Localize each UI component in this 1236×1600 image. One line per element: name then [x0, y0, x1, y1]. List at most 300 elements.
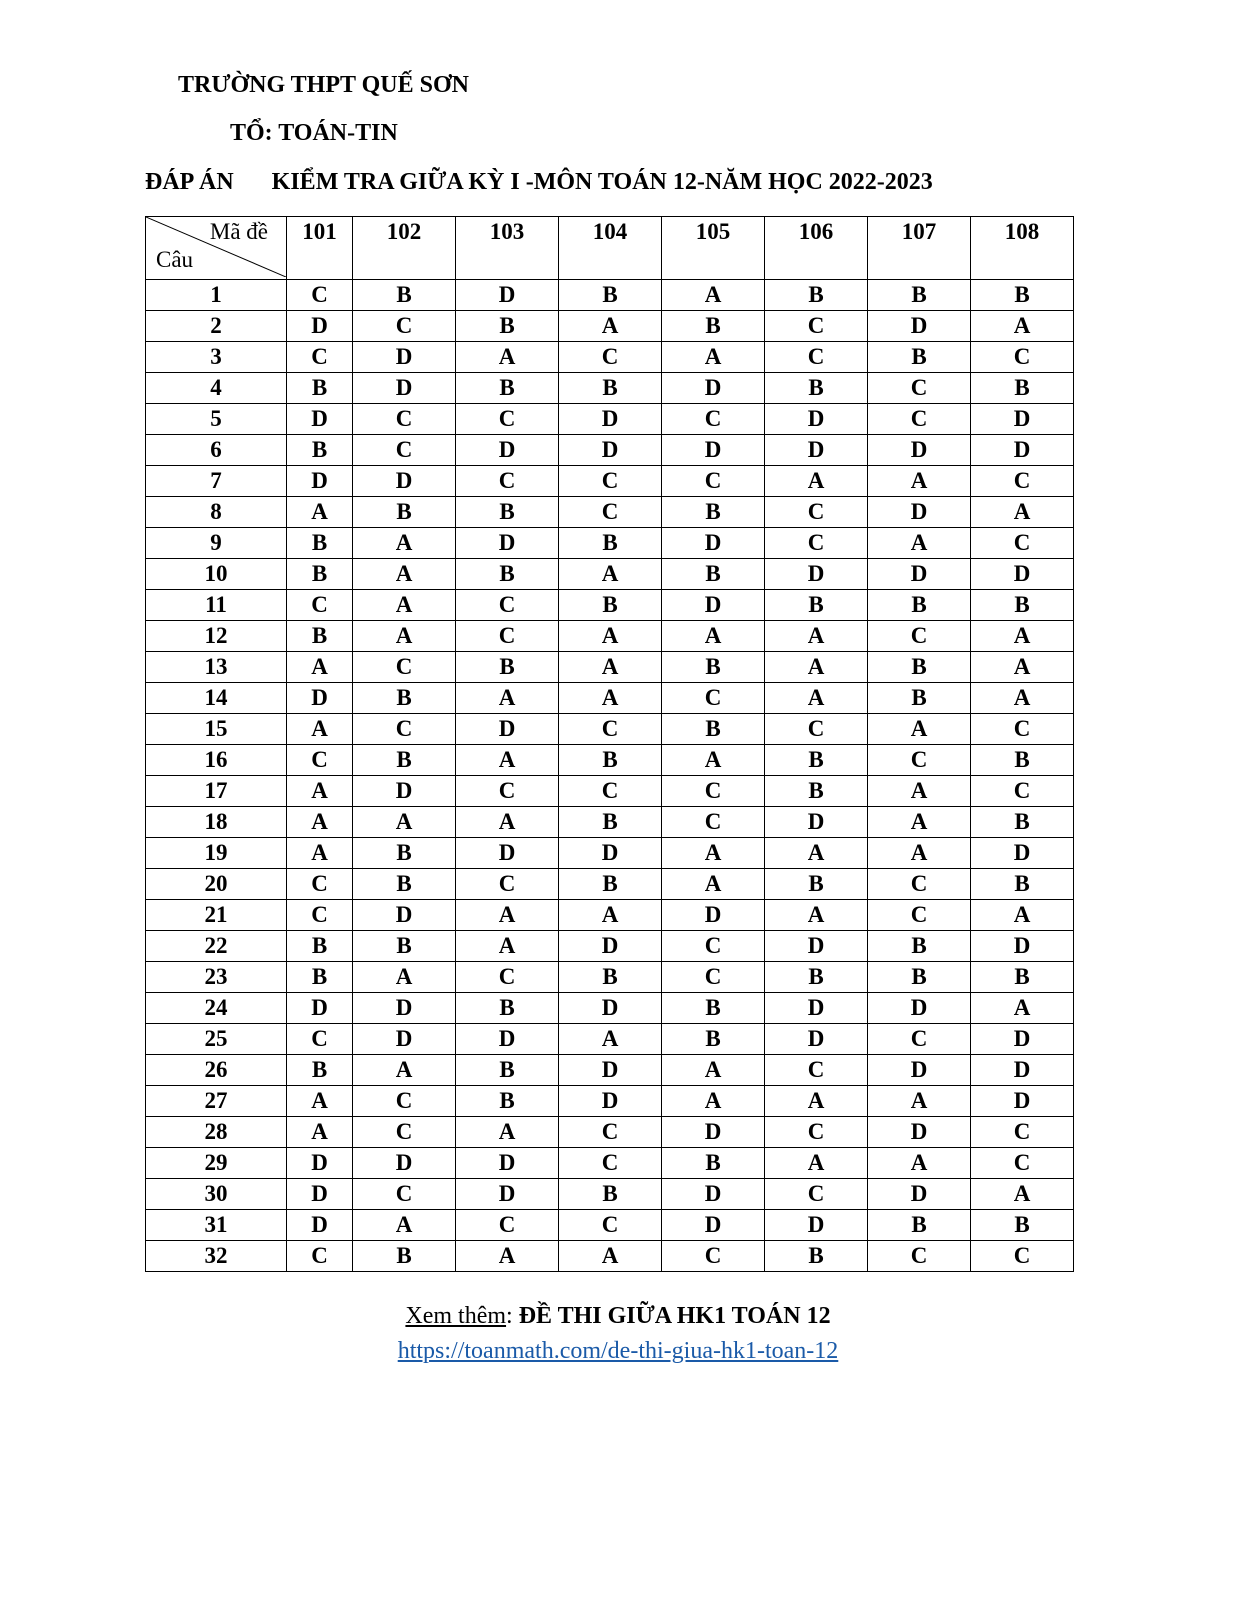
- answer-cell: A: [971, 497, 1074, 528]
- answer-cell: D: [559, 435, 662, 466]
- table-row: [146, 590, 1074, 621]
- answer-cell: D: [971, 1055, 1074, 1086]
- table-row: [146, 1179, 1074, 1210]
- answer-cell: D: [662, 900, 765, 931]
- table-row: [146, 621, 1074, 652]
- answer-cell: A: [353, 807, 456, 838]
- answer-cell: C: [662, 404, 765, 435]
- question-number-cell: 17: [146, 776, 287, 807]
- answer-cell: B: [456, 993, 559, 1024]
- answer-cell: B: [765, 1241, 868, 1272]
- answer-cell: A: [868, 1086, 971, 1117]
- answer-cell: C: [287, 1241, 353, 1272]
- answer-cell: D: [456, 1179, 559, 1210]
- answer-cell: C: [287, 900, 353, 931]
- answer-cell: C: [287, 280, 353, 311]
- answer-cell: A: [559, 311, 662, 342]
- question-number-cell: 5: [146, 404, 287, 435]
- answer-cell: A: [868, 714, 971, 745]
- answer-cell: B: [559, 745, 662, 776]
- answer-cell: B: [456, 497, 559, 528]
- answer-cell: A: [353, 1210, 456, 1241]
- answer-cell: C: [559, 342, 662, 373]
- answer-cell: A: [456, 900, 559, 931]
- answer-cell: C: [353, 404, 456, 435]
- toanmath-link[interactable]: https://toanmath.com/de-thi-giua-hk1-toan-12: [397, 1338, 839, 1364]
- answer-cell: C: [456, 776, 559, 807]
- answer-cell: D: [287, 1210, 353, 1241]
- table-row: [146, 497, 1074, 528]
- answer-cell: D: [456, 435, 559, 466]
- answer-cell: A: [287, 1086, 353, 1117]
- answer-cell: B: [559, 528, 662, 559]
- answer-cell: C: [765, 497, 868, 528]
- answer-cell: C: [868, 1241, 971, 1272]
- table-row: [146, 280, 1074, 311]
- answer-cell: B: [287, 435, 353, 466]
- answer-cell: B: [287, 528, 353, 559]
- answer-cell: C: [971, 714, 1074, 745]
- question-number-cell: 30: [146, 1179, 287, 1210]
- corner-header-cell: [146, 217, 287, 280]
- document-title: [145, 169, 933, 196]
- question-number-cell: 24: [146, 993, 287, 1024]
- exam-code-header: 103: [456, 217, 559, 280]
- answer-cell: D: [287, 466, 353, 497]
- answer-cell: A: [353, 528, 456, 559]
- table-row: [146, 838, 1074, 869]
- answer-cell: B: [662, 993, 765, 1024]
- answer-cell: D: [287, 683, 353, 714]
- answer-cell: A: [353, 1055, 456, 1086]
- answer-cell: B: [559, 807, 662, 838]
- answer-cell: D: [868, 559, 971, 590]
- answer-cell: D: [868, 435, 971, 466]
- answer-cell: A: [765, 683, 868, 714]
- question-number-cell: 16: [146, 745, 287, 776]
- answer-cell: C: [662, 466, 765, 497]
- exam-code-header: 107: [868, 217, 971, 280]
- answer-cell: D: [353, 342, 456, 373]
- answer-cell: D: [353, 776, 456, 807]
- answer-cell: B: [353, 683, 456, 714]
- question-number-cell: 20: [146, 869, 287, 900]
- answer-cell: B: [287, 621, 353, 652]
- answer-cell: D: [662, 373, 765, 404]
- question-number-cell: 4: [146, 373, 287, 404]
- answer-cell: D: [765, 1210, 868, 1241]
- exam-code-header: 104: [559, 217, 662, 280]
- answer-cell: D: [765, 404, 868, 435]
- table-row: [146, 1210, 1074, 1241]
- answer-cell: A: [765, 838, 868, 869]
- answer-cell: B: [971, 745, 1074, 776]
- answer-cell: A: [971, 900, 1074, 931]
- answer-cell: C: [765, 342, 868, 373]
- answer-cell: B: [765, 745, 868, 776]
- answer-cell: D: [868, 1179, 971, 1210]
- answer-cell: D: [353, 373, 456, 404]
- answer-cell: A: [559, 1024, 662, 1055]
- question-number-cell: 2: [146, 311, 287, 342]
- answer-cell: B: [353, 1241, 456, 1272]
- answer-cell: B: [868, 1210, 971, 1241]
- answer-cell: C: [868, 900, 971, 931]
- answer-cell: A: [971, 683, 1074, 714]
- answer-cell: B: [287, 373, 353, 404]
- answer-cell: C: [559, 776, 662, 807]
- answer-cell: D: [971, 404, 1074, 435]
- answer-cell: D: [765, 993, 868, 1024]
- answer-cell: B: [287, 931, 353, 962]
- answer-cell: B: [765, 373, 868, 404]
- answer-cell: B: [765, 869, 868, 900]
- question-number-cell: 6: [146, 435, 287, 466]
- table-row: [146, 1148, 1074, 1179]
- answer-cell: B: [456, 652, 559, 683]
- answer-cell: C: [353, 1117, 456, 1148]
- answer-cell: C: [456, 869, 559, 900]
- answer-cell: C: [868, 869, 971, 900]
- answer-cell: C: [765, 1117, 868, 1148]
- table-row: [146, 869, 1074, 900]
- answer-cell: D: [287, 1179, 353, 1210]
- question-number-cell: 22: [146, 931, 287, 962]
- answer-cell: A: [662, 342, 765, 373]
- answer-cell: A: [971, 621, 1074, 652]
- answer-cell: D: [868, 311, 971, 342]
- table-row: [146, 342, 1074, 373]
- question-number-cell: 29: [146, 1148, 287, 1179]
- answer-cell: C: [765, 311, 868, 342]
- question-number-cell: 21: [146, 900, 287, 931]
- answer-cell: B: [559, 280, 662, 311]
- answer-cell: B: [971, 373, 1074, 404]
- answer-cell: A: [559, 900, 662, 931]
- answer-cell: D: [662, 1210, 765, 1241]
- answer-cell: B: [662, 559, 765, 590]
- table-row: [146, 528, 1074, 559]
- question-number-cell: 23: [146, 962, 287, 993]
- answer-cell: D: [868, 497, 971, 528]
- answer-cell: D: [456, 838, 559, 869]
- answer-cell: A: [868, 776, 971, 807]
- answer-cell: C: [353, 652, 456, 683]
- exam-code-header: 105: [662, 217, 765, 280]
- question-label: Câu: [156, 247, 194, 272]
- answer-cell: D: [287, 993, 353, 1024]
- answer-cell: D: [971, 1024, 1074, 1055]
- answer-cell: D: [559, 1086, 662, 1117]
- answer-cell: C: [287, 1024, 353, 1055]
- answer-cell: B: [559, 373, 662, 404]
- answer-cell: D: [353, 993, 456, 1024]
- answer-cell: C: [971, 1117, 1074, 1148]
- answer-cell: B: [662, 652, 765, 683]
- answer-cell: B: [971, 869, 1074, 900]
- answer-cell: A: [868, 466, 971, 497]
- table-row: [146, 1117, 1074, 1148]
- table-row: [146, 1086, 1074, 1117]
- answer-cell: C: [868, 1024, 971, 1055]
- answer-cell: C: [456, 404, 559, 435]
- answer-cell: C: [559, 497, 662, 528]
- answer-cell: B: [662, 311, 765, 342]
- answer-cell: A: [868, 807, 971, 838]
- answer-cell: C: [353, 714, 456, 745]
- answer-cell: C: [353, 311, 456, 342]
- table-row: [146, 404, 1074, 435]
- table-row: [146, 466, 1074, 497]
- answer-cell: A: [287, 714, 353, 745]
- answer-cell: C: [868, 404, 971, 435]
- question-number-cell: 14: [146, 683, 287, 714]
- table-row: [146, 714, 1074, 745]
- answer-cell: D: [765, 559, 868, 590]
- answer-cell: D: [353, 1024, 456, 1055]
- answer-cell: A: [456, 1241, 559, 1272]
- answer-cell: B: [662, 714, 765, 745]
- answer-cell: B: [559, 869, 662, 900]
- answer-cell: A: [765, 652, 868, 683]
- answer-cell: A: [662, 280, 765, 311]
- answer-cell: A: [662, 745, 765, 776]
- answer-cell: B: [662, 1148, 765, 1179]
- question-number-cell: 10: [146, 559, 287, 590]
- department-name: TỔ: TOÁN-TIN: [230, 120, 398, 146]
- answer-cell: A: [765, 1086, 868, 1117]
- answer-cell: D: [868, 1117, 971, 1148]
- answer-cell: A: [662, 621, 765, 652]
- answer-cell: B: [868, 683, 971, 714]
- answer-cell: A: [559, 621, 662, 652]
- answer-cell: B: [456, 1086, 559, 1117]
- answer-cell: A: [559, 652, 662, 683]
- table-row: [146, 962, 1074, 993]
- answer-cell: C: [971, 1148, 1074, 1179]
- answer-cell: D: [287, 1148, 353, 1179]
- answer-cell: C: [971, 466, 1074, 497]
- answer-cell: B: [765, 962, 868, 993]
- answer-cell: C: [662, 776, 765, 807]
- answer-cell: C: [971, 528, 1074, 559]
- answer-cell: D: [353, 466, 456, 497]
- answer-key-table: [145, 216, 1074, 1272]
- answer-cell: B: [971, 962, 1074, 993]
- table-body: [146, 280, 1074, 1272]
- answer-cell: B: [559, 590, 662, 621]
- question-number-cell: 19: [146, 838, 287, 869]
- answer-cell: A: [456, 745, 559, 776]
- answer-cell: B: [971, 807, 1074, 838]
- answer-cell: B: [353, 745, 456, 776]
- answer-cell: D: [765, 807, 868, 838]
- answer-cell: C: [559, 1210, 662, 1241]
- answer-cell: A: [971, 1179, 1074, 1210]
- answer-cell: C: [456, 621, 559, 652]
- answer-cell: A: [353, 621, 456, 652]
- answer-cell: A: [765, 621, 868, 652]
- answer-cell: D: [456, 1148, 559, 1179]
- answer-cell: A: [559, 683, 662, 714]
- answer-cell: C: [287, 342, 353, 373]
- answer-cell: C: [765, 1055, 868, 1086]
- answer-cell: C: [868, 373, 971, 404]
- table-row: [146, 435, 1074, 466]
- title-main: KIỂM TRA GIỮA KỲ I -MÔN TOÁN 12-NĂM HỌC 2022-2023: [271, 169, 933, 195]
- question-number-cell: 13: [146, 652, 287, 683]
- answer-cell: A: [456, 931, 559, 962]
- answer-cell: A: [662, 1055, 765, 1086]
- answer-cell: B: [868, 590, 971, 621]
- school-name: TRƯỜNG THPT QUẾ SƠN: [178, 72, 469, 98]
- table-row: [146, 1241, 1074, 1272]
- answer-cell: D: [971, 1086, 1074, 1117]
- answer-cell: C: [353, 435, 456, 466]
- answer-cell: B: [868, 931, 971, 962]
- answer-cell: B: [868, 652, 971, 683]
- answer-cell: C: [287, 590, 353, 621]
- answer-cell: C: [456, 1210, 559, 1241]
- answer-cell: A: [662, 1086, 765, 1117]
- answer-cell: D: [765, 931, 868, 962]
- answer-cell: B: [456, 311, 559, 342]
- answer-cell: C: [765, 714, 868, 745]
- answer-cell: B: [662, 497, 765, 528]
- answer-cell: D: [353, 1148, 456, 1179]
- question-number-cell: 28: [146, 1117, 287, 1148]
- answer-cell: D: [971, 435, 1074, 466]
- see-more-label: Xem thêm: [405, 1303, 507, 1329]
- answer-cell: C: [765, 528, 868, 559]
- answer-cell: A: [287, 807, 353, 838]
- answer-cell: B: [353, 838, 456, 869]
- answer-cell: D: [287, 311, 353, 342]
- table-row: [146, 745, 1074, 776]
- answer-cell: C: [662, 683, 765, 714]
- answer-cell: B: [287, 1055, 353, 1086]
- answer-cell: B: [971, 590, 1074, 621]
- table-row: [146, 373, 1074, 404]
- question-number-cell: 3: [146, 342, 287, 373]
- answer-cell: B: [353, 869, 456, 900]
- answer-cell: A: [353, 962, 456, 993]
- answer-cell: B: [559, 1179, 662, 1210]
- answer-cell: A: [971, 311, 1074, 342]
- answer-cell: C: [559, 1117, 662, 1148]
- question-number-cell: 8: [146, 497, 287, 528]
- answer-cell: B: [765, 590, 868, 621]
- see-more-separator: :: [506, 1303, 519, 1329]
- answer-cell: A: [353, 559, 456, 590]
- answer-cell: A: [765, 1148, 868, 1179]
- table-row: [146, 807, 1074, 838]
- question-number-cell: 31: [146, 1210, 287, 1241]
- answer-cell: D: [971, 559, 1074, 590]
- answer-cell: C: [765, 1179, 868, 1210]
- answer-cell: B: [353, 280, 456, 311]
- answer-cell: C: [971, 1241, 1074, 1272]
- answer-cell: C: [456, 590, 559, 621]
- table-row: [146, 1055, 1074, 1086]
- answer-cell: A: [287, 497, 353, 528]
- answer-cell: C: [353, 1179, 456, 1210]
- question-number-cell: 7: [146, 466, 287, 497]
- answer-cell: B: [765, 280, 868, 311]
- answer-cell: B: [456, 559, 559, 590]
- answer-cell: A: [287, 652, 353, 683]
- answer-cell: B: [353, 931, 456, 962]
- answer-cell: D: [868, 1055, 971, 1086]
- answer-cell: C: [559, 714, 662, 745]
- answer-cell: D: [456, 1024, 559, 1055]
- table-row: [146, 776, 1074, 807]
- answer-cell: A: [456, 683, 559, 714]
- answer-cell: C: [287, 869, 353, 900]
- answer-cell: C: [662, 1241, 765, 1272]
- answer-cell: D: [559, 404, 662, 435]
- answer-cell: D: [662, 435, 765, 466]
- answer-cell: A: [559, 559, 662, 590]
- answer-cell: A: [662, 838, 765, 869]
- answer-cell: A: [971, 652, 1074, 683]
- answer-cell: A: [287, 1117, 353, 1148]
- footer-link-line: [0, 1338, 1236, 1365]
- answer-cell: D: [868, 993, 971, 1024]
- exam-code-header: 108: [971, 217, 1074, 280]
- answer-cell: B: [868, 962, 971, 993]
- answer-cell: C: [662, 807, 765, 838]
- answer-cell: A: [456, 807, 559, 838]
- question-number-cell: 27: [146, 1086, 287, 1117]
- table-row: [146, 1024, 1074, 1055]
- table-row: [146, 311, 1074, 342]
- answer-cell: D: [662, 528, 765, 559]
- answer-cell: D: [559, 993, 662, 1024]
- answer-cell: C: [971, 342, 1074, 373]
- question-number-cell: 32: [146, 1241, 287, 1272]
- answer-cell: A: [765, 466, 868, 497]
- answer-cell: B: [971, 1210, 1074, 1241]
- answer-cell: A: [662, 869, 765, 900]
- exam-code-header: 101: [287, 217, 353, 280]
- answer-cell: C: [456, 466, 559, 497]
- answer-cell: B: [971, 280, 1074, 311]
- question-number-cell: 18: [146, 807, 287, 838]
- answer-cell: C: [559, 466, 662, 497]
- table-row: [146, 931, 1074, 962]
- answer-cell: B: [353, 497, 456, 528]
- answer-cell: C: [662, 962, 765, 993]
- table-row: [146, 900, 1074, 931]
- answer-cell: A: [868, 528, 971, 559]
- question-number-cell: 15: [146, 714, 287, 745]
- answer-cell: A: [868, 838, 971, 869]
- answer-cell: D: [456, 280, 559, 311]
- answer-cell: D: [456, 528, 559, 559]
- table-row: [146, 652, 1074, 683]
- answer-cell: B: [662, 1024, 765, 1055]
- answer-cell: D: [353, 900, 456, 931]
- answer-cell: C: [662, 931, 765, 962]
- answer-cell: C: [287, 745, 353, 776]
- see-more-title: ĐỀ THI GIỮA HK1 TOÁN 12: [518, 1303, 831, 1329]
- table-row: [146, 683, 1074, 714]
- see-more-line: [0, 1303, 1236, 1330]
- answer-cell: C: [868, 621, 971, 652]
- answer-cell: D: [765, 435, 868, 466]
- question-number-cell: 26: [146, 1055, 287, 1086]
